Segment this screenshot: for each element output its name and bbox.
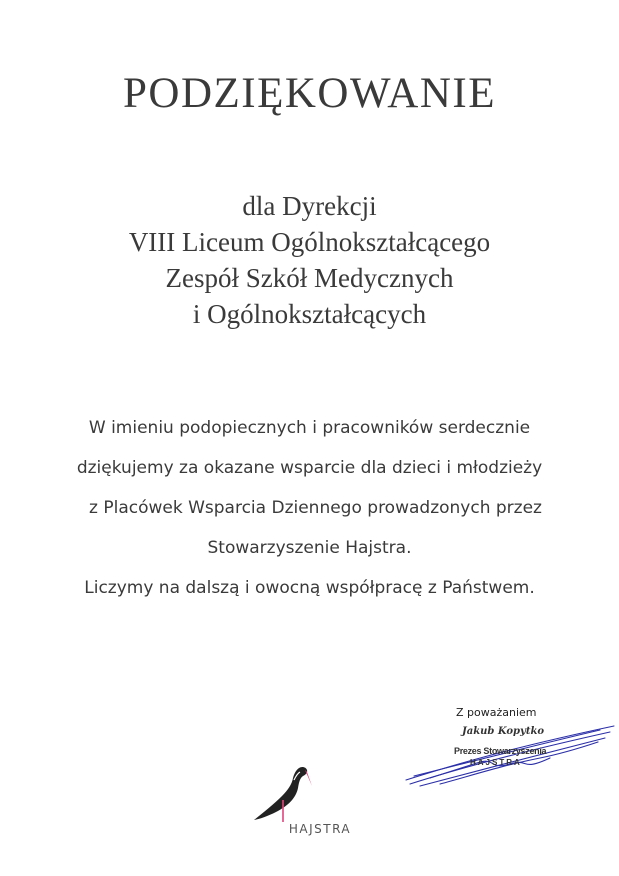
recipient-line: i Ogólnokształcących: [192, 299, 427, 329]
closing-regards: Z poważaniem: [456, 706, 537, 719]
stamp-name: Jakub Kopytko: [462, 726, 545, 737]
body-line: W imieniu podopiecznych i pracowników serdecznie: [88, 418, 531, 438]
document-title: PODZIĘKOWANIE: [123, 70, 496, 117]
recipient-line: dla Dyrekcji: [242, 191, 377, 221]
recipient-line: VIII Liceum Ogólnokształcącego: [128, 227, 491, 257]
stamp-role: Prezes Stowarzyszenia: [454, 746, 547, 756]
body-line: Stowarzyszenie Hajstra.: [207, 538, 412, 558]
stamp-org: HAJSTRA: [470, 758, 522, 767]
recipient-block: [0, 188, 619, 332]
stork-icon: [250, 760, 320, 822]
body-line: dziękujemy za okazane wsparcie dla dzieci i młodzieży: [76, 458, 543, 478]
logo-text: HAJSTRA: [288, 822, 352, 836]
body-line: Liczymy na dalszą i owocną współpracę z Państwem.: [84, 578, 535, 598]
recipient-line: Zespół Szkół Medycznych: [165, 263, 454, 293]
body-line: z Placówek Wsparcia Dziennego prowadzonych przez: [89, 498, 542, 518]
body-text: [0, 408, 619, 608]
